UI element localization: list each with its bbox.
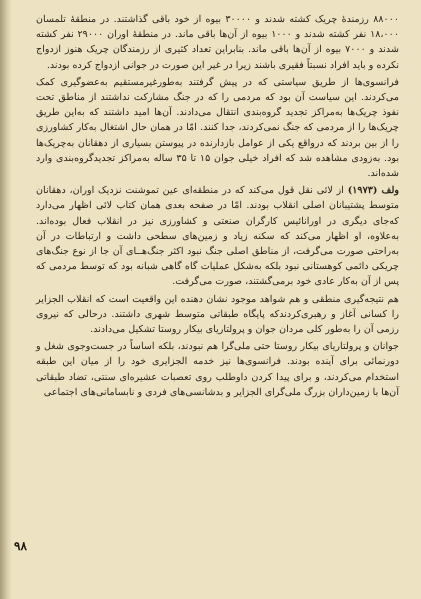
paragraph-text: جوانان و پرولتاریای بیکار روستا حتی ملی‌گرا هم نبودند، بلکه اساساً در جست‌وجوی شغل و دورنمائی برای آینده بودند. فرانسوی‌ها نیز خدمه الجزایری خود را از میان این طبقه استخدام می‌کردند، و برای پیدا کردن داوطلب روی تعصبات عشیره‌ای سنتی، تضاد طبقاتی آن‌ها با زمین‌داران بزرگ ملی‌گرای الجزایر و بدشانسی‌های فردی و نابسامانی‌های اجتماعی: [36, 341, 399, 398]
paragraph-1: [36, 12, 399, 73]
paragraph-lead: ولف (۱۹۷۳): [347, 185, 399, 197]
paragraph-3: [36, 183, 399, 289]
body-text: [36, 12, 399, 569]
paragraph-4: [36, 292, 399, 338]
paragraph-5: [36, 339, 399, 400]
paragraph-text: از لائی نقل قول می‌کند که در منطقه‌ای عین تموشنت نزدیک اوران، دهقانان متوسط پشتیبانان اصلی انقلاب بودند. امّا در صفحه بعدی همان کتاب لائی اظهار می‌دارد که‌جای دیگری در اورانائیس کارگران صنعتی و کشاورزی نیز در انقلاب فعال بوده‌اند. به‌علاوه، او اظهار می‌کند که سکنه زیاد و زمین‌های سطحی داشت و ارتباطات در آن به‌راحتی صورت می‌گرفت، از مناطق اصلی جنگ نبود اکثر جنگ‌هــای آن جا از نوع جنگ‌های چریکی دائمی کوهستانی نبود بلکه به‌شکل عملیات گاه گاهی شبانه بود که توسط مردمی که پس از آن به‌کار عادی خود برمی‌گشتند، صورت می‌گرفت.: [36, 185, 399, 288]
paragraph-text: هم نتیجه‌گیری منطقی و هم شواهد موجود نشان دهنده این واقعیت است که انقلاب الجزایر را کسانی آغاز و رهبری‌کردندکه پایگاه طبقاتی متوسط شهری داشتند. درحالی که نیروی رزمی آن را به‌طور کلی مردان جوان و پرولتاریای بیکار روستا تشکیل می‌دادند.: [36, 293, 399, 336]
paragraph-text: فرانسوی‌ها از طریق سیاستی که در پیش گرفتند به‌طورغیرمستقیم به‌عضوگیری کمک می‌کردند. این سیاست آن بود که مردمی را که در جنگ مشارکت نداشتند از مناطق تحت نفوذ چریک‌ها به‌مراکز تجدید گروه‌بندی انتقال می‌دادند. آن‌ها امید داشتند که به‌این طریق چریک‌ها را از مردمی که جنگ نمی‌کردند، جدا کنند. امّا در همان حال اشتغال به‌کار کشاورزی را از بین بردند که درواقع یکی از عوامل بازدارنده در پیوستن بسیاری از دهقانان به‌چریک‌ها بود. بەزودی مشاهده شد که افراد خیلی جوان ۱۵ تا ۳۵ ساله به‌مراکز تجدیدگروه‌بندی وارد شده‌اند.: [36, 76, 400, 180]
paragraph-2: [36, 75, 399, 181]
page-number: ۹۸: [14, 539, 27, 553]
paragraph-text: ۸۸۰۰۰ رزمندهٔ چریک کشته شدند و ۳۰۰۰۰ بیوه از خود باقی گذاشتند. در منطقهٔ تلمسان ۱۸،۰۰۰ نفر کشته شدند و ۱۰۰۰ بیوه از آن‌ها باقی ماند. در منطقهٔ اوران ۲۹۰۰۰ نفر کشته شدند و ۷۰۰۰ بیوه از آن‌ها باقی ماند. بنابراین تعداد کثیری از رزمندگان چریک هنوز ازدواج نکرده و باید افراد نسبتاً فقیری باشند زیرا در غیر این صورت در جوانی ازدواج کرده بودند.: [36, 14, 399, 71]
